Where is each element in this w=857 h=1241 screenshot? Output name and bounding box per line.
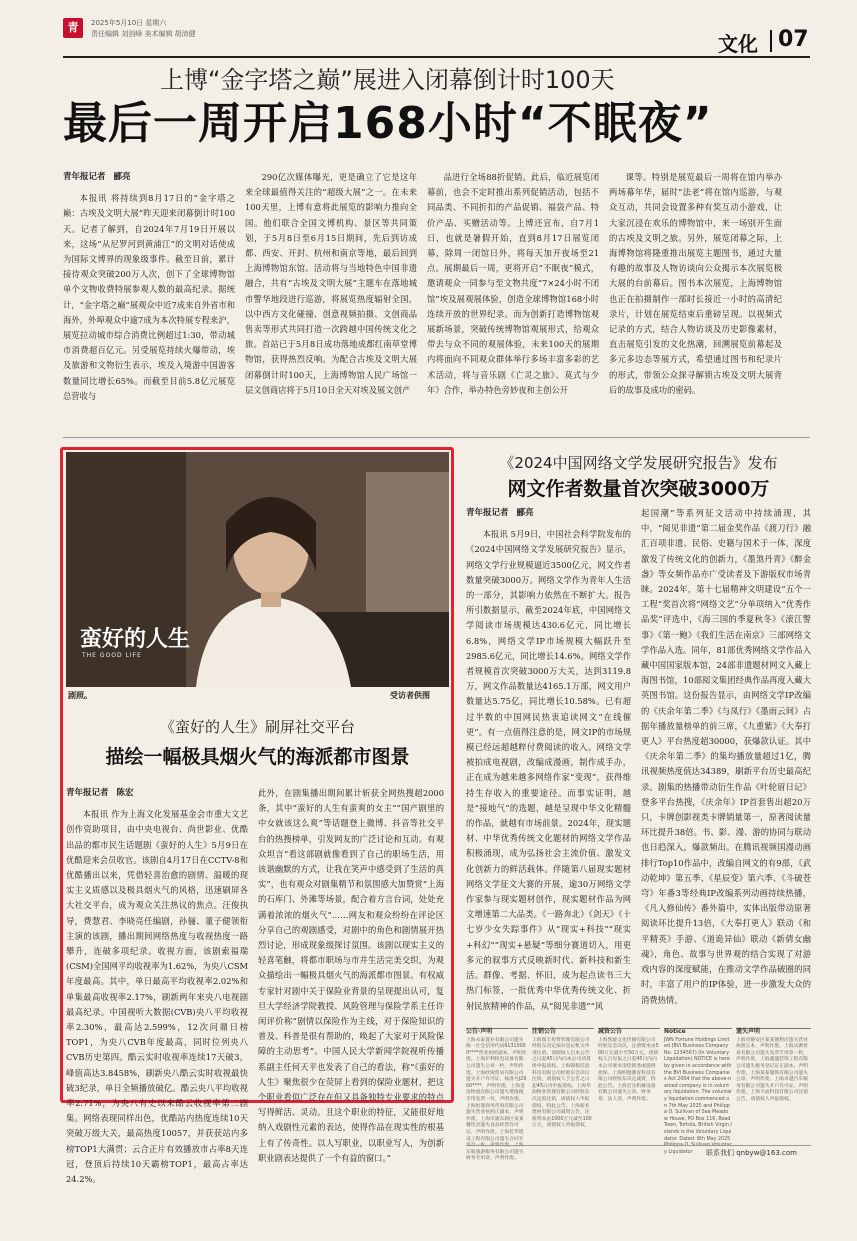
feature-byline-name: 陈宏 bbox=[116, 788, 134, 798]
feature-column-2: 此外，在剧集播出期间累计斩获全网热搜超2000条，其中“蛮好的人生有蛮爽的女主”“国产剧里的中女就该这么爽”等话题登上微博、抖音等社交平台的热搜榜单，引发网友的广泛讨论和互动。有观众坦言“看这部剧就像看到了自己的职场生活，用该谐幽默的方式，让我在笑声中感受到了生活的真实”，也有观众对剧集精节和氛围感大加赞赏“上海的石库门、外滩等场景，配合着方言台词，处处充满着浓浓的烟火气”……网友和观众纷纷在评论区分享自己的观剧感受，对剧中的角色和剧情展开热烈讨论，形成现象级探讨氛围。该剧以现实主义的轻喜笔触，将都市职场与市井生活完美交织，为观众描绘出一幅极具烟火气的海派都市图景。有权威专家针对剧中关于保险业背景的呈现提出认可，复旦大学经济学院教授、风险管理与保险学系主任许闲评价称“剧情以保险作为主线，对于保险知识的普及、科普是很有帮助的，唤起了大家对于风险保障的主动思考”。中国人民大学新闻学院视听传播系副主任何天平也发表了自己的看法，称“《蛮好的人生》聚焦很少在荧屏上看到的保险业题材，把这个职业看似广泛存在但又具备独特专业要求的特点写得鲜活、灵动。且这个职业的特征，又能很好地纳入戏剧性元素的表达，使得作品在现实性的根基上有了传奇性。以人写职业，以职业写人，为创新职业剧表达提供了一个有益的窗口。” bbox=[258, 788, 444, 1163]
notice-block-5 bbox=[736, 1028, 811, 1141]
lead-byline-name: 郦亮 bbox=[113, 172, 131, 182]
report-body-1: 本报讯 5月9日，中国社会科学院发布的《2024中国网络文学发展研究报告》显示，网络文学行业规模逼近3500亿元，网文作者数量突破3000万。网络文学作为青年人生活的一部分，其影响力依然在不断扩大。报告所引数据显示，截至2024年底，中国网络文学阅读市场规模达430.6亿元，同比增长6.8%，网络文学IP市场规模大幅跃升至2985.6亿元，同比增长14.6%。网络文学作者规模首次突破3000万大关，达到3119.8万，网文作品数量达4165.1万部，网文用户数量达5.75亿，同比增长10.58%。已有超过半数的中国网民热衷追读网文“在线催更”。有一点值得注意的是，网文IP的市场规模已经远超越粹付费阅读的收入。网络文学被拍成电视剧，改编成漫画，制作成手办，正在成为越来越多网络作家“变现”，获得维持生存收入的重要途径。而事实证明，越是“接地气”的选题，越是呈现中华文化精髓的作品，就越有市场前景。2024年，现实题材、中华优秀传统文化题材的网络文学作品积极涌现，成为弘扬社会主流价值、激发文化创新力的鲜活载体。伴随第八届现实题材网络文学征文大赛的开展，逾30万网络文学作家参与现实题材创作，现实题材作品为网文增速第二大品类。《一路奔北》《剑天》《十七岁少女失踪事件》从“现实+科技”“现实+科幻”“现实+悬疑”等细分赛道切入，用更多元的叙事方式反映新时代、新科技和新生活。群像、考据、怀旧，成为起点读书三大热门标签，一批优秀中华优秀传统文化、折射民族精神的作品，从“阅见非遗”“风 bbox=[466, 529, 631, 1011]
notice-block-4 bbox=[664, 1028, 733, 1155]
footer-contact: 联系我们 qnbyw@163.com bbox=[706, 1149, 797, 1157]
notice-text-1: 上海永泰置业有限公司遗失统一社会信用代码91310000****营业执照副本，声明作废。上海沪利机电设备有限公司遗失公章一枚，声明作废。上海欣锐贸易有限公司遗失开户许可证，核准号J2900****，声明作废。上海金泓物流有限公司遗失增值税专用发票一份，声明作废。上海恒瑞商务咨询有限公司遗失营业执照正副本，声明作废。上海市浦东新区某某餐饮店遗失食品经营许可证，声明作废。上海佳华建设工程有限公司遗失合同专 东航旅游服务有限公司遗失财务专用章，声明作废。 bbox=[466, 1037, 527, 1162]
editors-line: 责任编辑 刘剑峰 美术编辑 胡沛健 bbox=[91, 30, 196, 38]
header-rule bbox=[63, 56, 810, 58]
photo-caption: 剧照。 bbox=[68, 691, 92, 700]
feature-kicker: 《蛮好的人生》刷屏社交平台 bbox=[159, 718, 355, 736]
lead-column-1 bbox=[63, 170, 235, 460]
masthead-logo: 青 bbox=[63, 18, 83, 38]
report-kicker: 《2024中国网络文学发展研究报告》发布 bbox=[499, 454, 778, 472]
feature-byline bbox=[66, 786, 248, 801]
feature-byline-role: 青年报记者 bbox=[66, 788, 109, 798]
footer-rule bbox=[466, 1145, 811, 1146]
lead-headline: 最后一周开启168小时“不眠夜” bbox=[63, 98, 713, 149]
lead-byline bbox=[63, 170, 235, 185]
lead-column-3: 品进行全场88折促销。此后，临近展览闭幕前，也会不定时推出系列促销活动，包括不同品类、不同折扣的产品促销、福袋产品、特价产品、买赠活动等。上博还宣布，自7月1日，也就是暑假开始，直到8月17日展览闭幕，除周一闭馆日外，将每天加开夜场至21点。展期最后一周，更将开启“不眠夜”模式，邀请观众一同参与至文物共度“7×24小时不闭馆”埃及展观展体验，创造全球博物馆168小时连续开放的世界纪录。而为创新打造博物馆观展新场景，突破传统博物馆观展形式，给观众带去与众不同的观展体验，未来100天的展期内将面向不同观众群体举行多场丰富多彩的艺术活动，将与音乐剧《亡灵之旅》、莫式与少年》合作，举办特色旁妙夜和主创公开 bbox=[427, 172, 599, 395]
issue-date: 2025年5月10日 星期六 bbox=[91, 19, 167, 27]
notice-block-1 bbox=[466, 1028, 528, 1162]
lead-column-4: 课等。特别是展览最后一周将在馆内举办两场幕年华，届时“法老”将在馆内巡游，与观众互动，共同会设置多种有奖互动小游戏，让大家沉浸在欢乐的博物馆中，来一场别开生面的古埃及文明之旅。另外，展览闭幕之际，上海博物馆将隆重推出展览主题图书，通过大量有趣的故事及人物访谈向公众揭示本次展览极大展的台前幕后。图书本次展览，上海博物馆也正在拍摄制作一部时长接近一小时的高清纪录片，计划在展览结束后重磅呈现。以视频式记录的方式，结合人物访谈及历史影像素材，直击展览引发的文化热潮，回溯展览前幕起及多元多边态等展方式，希望通过图书和纪录片的形式，带领公众探寻解锁古埃及文明大展背后的故事及成功的密码。 bbox=[609, 172, 782, 395]
section-divider bbox=[770, 30, 772, 52]
notice-text-5: 上海市静安区某某便利店遗失营业执照正本，声明作废。上海乐源贸易有限公司遗失发票专用章一枚，声明作废。上海鑫盛装饰工程有限公司遗失税务登记证正副本，声明作废。上海某某服饰有限公司遗失公章，声明作废。上海卓越汽车服务有限公司遗失开户许可证，声明作废。上海天成科技有限公司注销公告，请债权人申报债权。 bbox=[736, 1037, 808, 1102]
lead-kicker: 上博“金字塔之巅”展进入闭幕倒计时100天 bbox=[160, 66, 615, 94]
lead-body-1: 本报讯 将持续到8月17日的“金字塔之巅：古埃及文明大展”昨天迎来闭幕倒计时100天。记者了解到，自2024年7月19日开展以来，这场“从尼罗河到黄浦江”的文明对话使成为国际文博界的现象级事件。截至目前，累计接待观众突破200万人次，创下了全球博物馆单个文物收费特展参观人数的最高纪录。据统计，“金字塔之巅”展观众中近7成来自外省市和海外，外埠观众中逾7成为本次特展专程来沪，展览拉动城市综合消费比例超过1:30，带动城市消费超百亿元。另受展览持续火爆带动，埃及旅游和文物衍生表示，埃及入境游中国游客数量同比增长65%。而截至目前5.8亿元展览总营收与 bbox=[63, 193, 235, 401]
notice-block-2 bbox=[532, 1028, 594, 1141]
section-name: 文化 bbox=[718, 32, 758, 56]
lead-bottom-rule bbox=[63, 437, 810, 438]
notice-text-4: JWN Fortune Holdings Limited (BVI Business Company No. 1234567) (In Voluntary Liquidation) NOTICE is hereby given in accordance with the BVI Business Companies Act 2004 that the above-named company is in voluntary liquidation. The voluntary liquidation commenced on 7th May 2025 and Philippa O. Sullivan of Sea Meadow House, PO Box 116, Road Town, Tortola, British Virgin Islands is the Voluntary Liquidator. Dated: 8th May 2025 y Liquidator bbox=[664, 1037, 733, 1155]
notice-block-3 bbox=[598, 1028, 660, 1141]
notice-title-2: 注销公告 bbox=[532, 1028, 557, 1035]
feature-column-1 bbox=[66, 786, 248, 1185]
report-column-1 bbox=[466, 506, 631, 1020]
feature-photo-subtitle: THE GOOD LIFE bbox=[82, 652, 142, 659]
report-byline-role: 青年报记者 bbox=[466, 508, 509, 518]
feature-photo-title: 蛮好的人生 bbox=[80, 626, 191, 652]
photo-credit: 受访者供图 bbox=[390, 691, 430, 700]
feature-headline: 描绘一幅极具烟火气的海派都市图景 bbox=[105, 746, 410, 768]
lead-byline-role: 青年报记者 bbox=[63, 172, 106, 182]
notice-title-4: Notice bbox=[664, 1028, 686, 1035]
notice-title-3: 减资公告 bbox=[598, 1028, 623, 1035]
report-column-2: 起国潮”等系列征文活动中持续涌现，其中，“阅见非遗”第二届金奖作品《渡刀行》融汇百项非遗、民俗、史籍与国术于一体，深度激发了传统文化的创新力，《墨煞丹青》《醉金盏》等女频作品亦广受读者及下游版权市场青睐。2024年，第十七届精神文明建设“五个一工程”奖首次将“网络文艺”分单项纳入“优秀作品奖”评选中，《海三国的季夏秋冬》《滚江警事》《第一鲍》《我们生活在南京》三部网络文学作品入选。同年，81部优秀网络文学作品入藏中国国家版本馆，24部非遗题材网文入藏上海图书馆，10部阅文集团经典作品再度入藏大英图书馆。这份报告显示，由网络文学IP改编的《庆余年第二季》《与凤行》《墨雨云间》占据年播放量榜单的前三席，《九重紫》《大奉打更人》平台热度超30000，获爆款认证。其中《庆余年第二季》的集均播放量超过1亿，腾讯视频热度值达34389，刷新平台历史最高纪录。剧集的热播带动衍生作品《叶轮眉日记》登多平台热搜，《庆余年》IP首套售出超20万只，卡牌创影视类卡牌销量第一，原著阅读量环比提升38倍。书、影、漫、游的协同与联动也日趋深入，爆款频出。在腾讯视频国漫动画排行Top10作品中，改编自网文的有9部，《武动乾坤》第五季、《星辰变》第六季、《斗破苍穹》年番3等经典IP改编系列动画持续热播，《凡人修仙传》番外篇中，实体出版带动原著阅读环比提升13倍，《大奉打更人》联动《和平精英》手游、《道诡异仙》联动《新倩女幽魂》，角色、故事与世界观的结合实现了对游戏内容的深度赋能，在推动文学作品破圈的同时，丰富了用户的IP体验，进一步激发大众的消费热情。 bbox=[641, 508, 811, 1005]
notice-title-1: 公告·声明 bbox=[466, 1028, 493, 1035]
report-headline: 网文作者数量首次突破3000万 bbox=[507, 478, 770, 500]
feature-body-1: 本报讯 作为上海文化发展基金会市重大文艺创作资助项目，由中央电视台、尚世影业、优酷出品的都市民生话题剧《蛮好的人生》5月9日在优酷迎来会员收官。该剧自4月17日在CCTV-8和优酷播出以来，凭借轻喜治愈的剧情、温暖的现实主义质感以及极具烟火气的风格，迅速刷屏各大社交平台，成为观众关注热议的焦点。汪俊执导，费慧君、李晓亮任编剧，孙俪、董子健领衔主演的该剧，播出期间网络热度与收视热度一路攀升，连破多项纪录。收视方面，该剧索福瑞(CSM)全国网平均收视率为1.62%，为央八CSM年度最高。其中，单日最高平均收视率2.02%和单集最高收视率2.17%，刷新两年来央八电视剧最高纪录。中国视听大数据(CVB)央八平均收视率2.30%，最高达2.599%，12次问鼎日榜TOP1，为央八CVB年度最高，同时位列央八CVB历史第四。酷云实时收视率连续17天破3，峰值高达3.8458%，刷新央八酷云实时收视最快破3纪录，单日全频播放破亿。酷云央八平均收视率2.71%，为央八有史以来酷云收视率第二剧集。网络表现同样出色，优酷站内热度连续10天突破万级大关，最高热度10057，并获获站内多榜TOP1大满贯；云合正片有效播放市占率8天连冠，登顶后持续10天霸榜TOP1，最高占率达24.2%。 bbox=[66, 809, 248, 1185]
lead-column-2: 290亿次媒体曝光，更是确立了它是这年来全球最值得关注的“超级大展”之一。在未来100天里，上博有意将此展览的影响力推向全国。他们联合全国文博机构、景区等共同策划，于5月8日至6月15日期间，先后到访成都、西安、开封、杭州和南京等地，最后回到上海博物馆东馆。活动将与当地特色中国非遗融合，共有“古埃及文明大展”主题车在落地城市警华地段进行巡游，将展览热度辐射全国，以中西方文化碰撞、创意视频拍摄、文创商品售卖等形式共同打造一次跨越中国传统文化之旅。首站已于5月8日成功落地成都红南草堂博物馆，获得热烈反响。为配合古埃及文明大展闭幕倒计时100天，上海博物馆人民广场馆一层文创商店将于5月10日全天对埃及展文创产 bbox=[245, 172, 417, 395]
feature-photo bbox=[66, 452, 449, 687]
notice-text-3: 上海凯旋文化传播有限公司经股东会决议，注册资本由500万元减少至50万元，请债权人自见报之日起45日内向本公司要求清偿债务或提供担保。上海明德教育科技有限公司经股东决定减资，特此公告。上海宏达机械设备有限公司遗失公章、财务章、法人章，声明作废。 bbox=[598, 1037, 659, 1102]
report-byline bbox=[466, 506, 631, 521]
page-number: 07 bbox=[778, 27, 809, 52]
report-byline-name: 郦亮 bbox=[516, 508, 534, 518]
notice-title-5: 遗失声明 bbox=[736, 1028, 761, 1035]
notice-text-2: 上海瑞丰投资管理有限公司经股东决定拟向登记机关申请注销，请债权人自本公告之日起45日内向本公司清算组申报债权。上海锦程信息科技有限公司经股东会决议注销，请债权人于公告之日起45日内申报债权。上海华润物业管理有限公司经股东决定拟注销，请债权人申报债权，特此公告。上海新亚建材有限公司减资公告，注册资本由1000万元减至100万元，请债权人申报债权。 bbox=[532, 1037, 592, 1129]
